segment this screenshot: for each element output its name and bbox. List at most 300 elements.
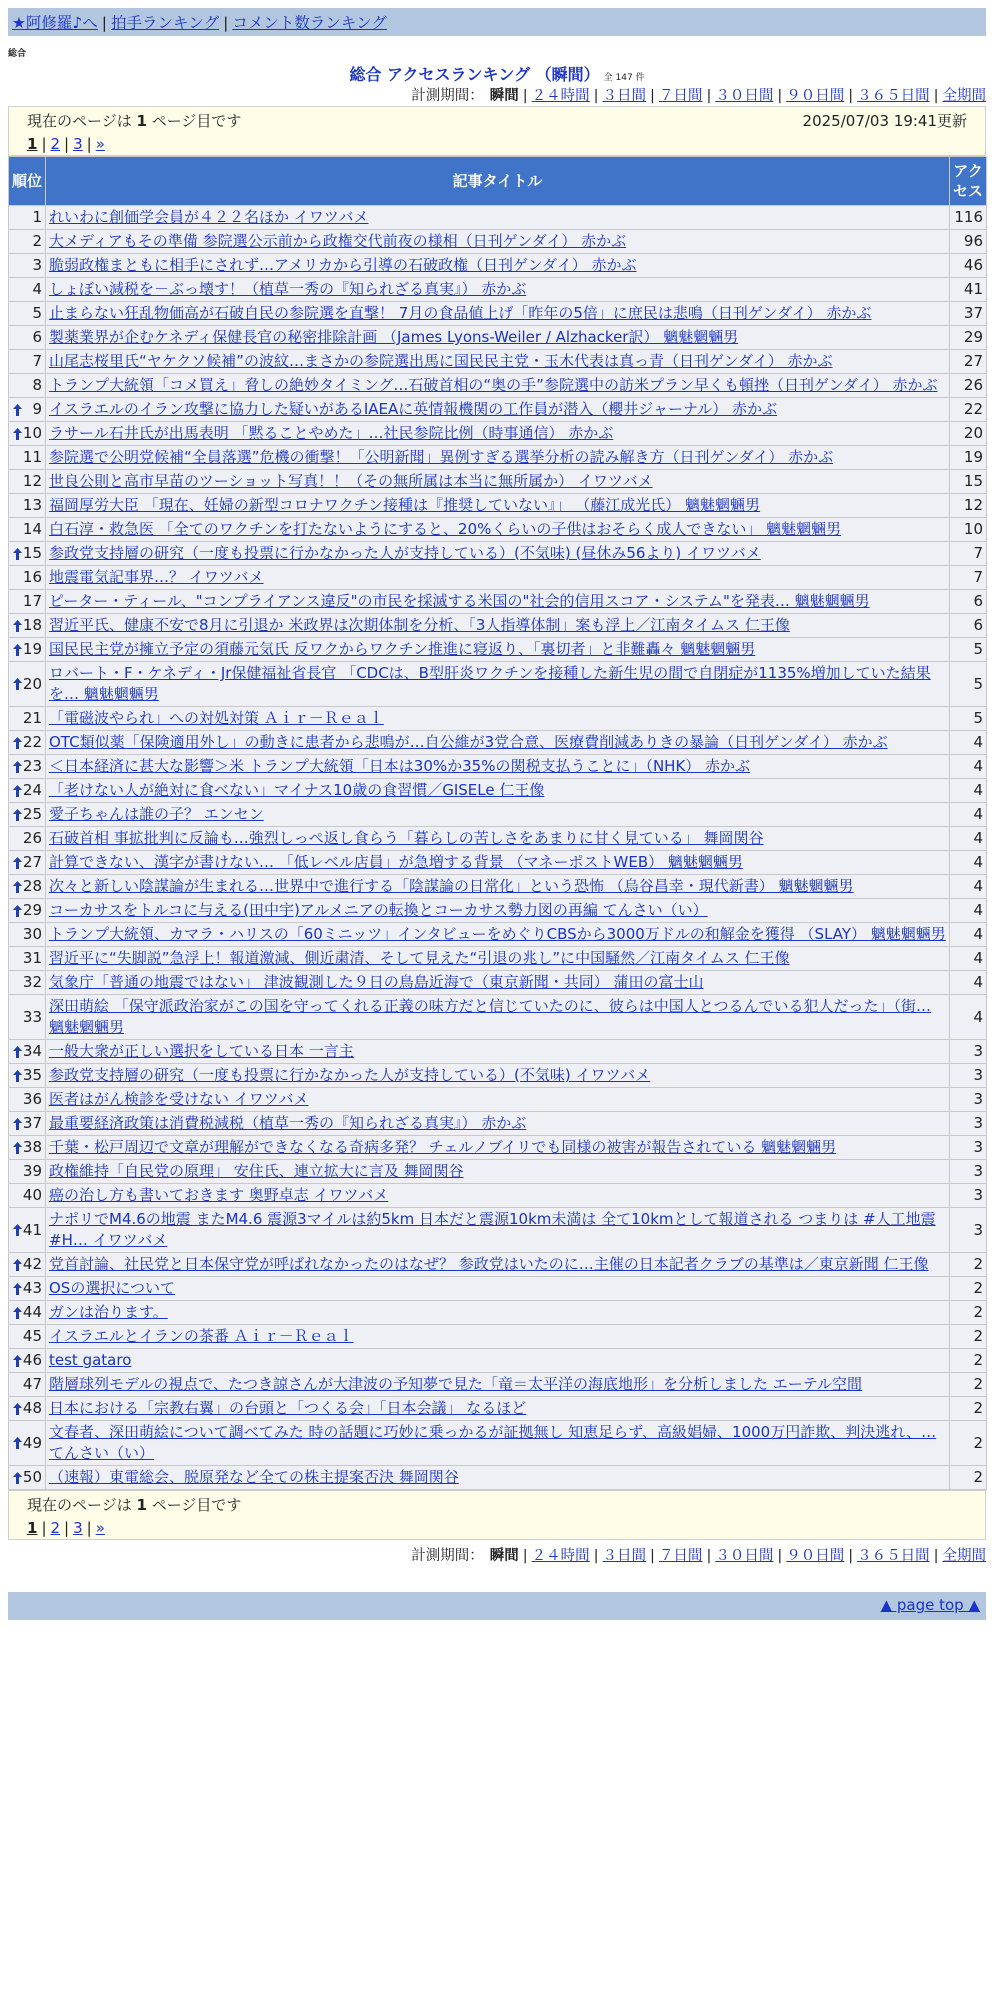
page-link-3[interactable]: 3 bbox=[73, 135, 83, 153]
access-count: 4 bbox=[950, 875, 987, 899]
rank-number: 37 bbox=[22, 1114, 42, 1132]
up-arrow-icon bbox=[13, 881, 22, 893]
article-link[interactable]: 白石淳・救急医 「全てのワクチンを打たないようにすると、20%くらいの子供はおそらく成人できない」 魑魅魍魎男 bbox=[49, 520, 842, 538]
table-row bbox=[9, 1253, 987, 1277]
access-count: 4 bbox=[950, 899, 987, 923]
rank-number: 38 bbox=[22, 1138, 42, 1156]
rank-cell bbox=[9, 1301, 46, 1325]
rank-cell bbox=[9, 1184, 46, 1208]
page-title: 総合 アクセスランキング （瞬間） bbox=[349, 65, 600, 84]
rank-number: 17 bbox=[22, 592, 42, 610]
table-row bbox=[9, 731, 987, 755]
period-link-24h[interactable]: ２４時間 bbox=[531, 88, 590, 104]
rank-cell bbox=[9, 1040, 46, 1064]
access-count: 2 bbox=[950, 1373, 987, 1397]
rank-cell bbox=[9, 350, 46, 374]
period-link-7d[interactable]: ７日間 bbox=[658, 88, 703, 104]
rank-cell bbox=[9, 542, 46, 566]
table-row bbox=[9, 230, 987, 254]
table-row bbox=[9, 1421, 987, 1466]
page-current: 1 bbox=[27, 135, 38, 153]
article-link[interactable]: ＜日本経済に甚大な影響＞米 トランプ大統領「日本は30%か35%の関税支払うことに」（NHK） 赤かぶ bbox=[49, 757, 751, 775]
rank-cell bbox=[9, 638, 46, 662]
article-link[interactable]: 党首討論、社民党と日本保守党が呼ばれなかったのはなぜ？ 参政党はいたのに…主催の日本記者クラブの基準は／東京新聞 仁王像 bbox=[49, 1255, 929, 1273]
period-link-30d[interactable]: ３０日間 bbox=[715, 1548, 774, 1564]
article-link[interactable]: イスラエルのイラン攻撃に協力した疑いがあるIAEAに英情報機関の工作員が潜入（櫻井ジャーナル） 赤かぶ bbox=[49, 400, 777, 418]
title-cell bbox=[46, 1277, 950, 1301]
title-cell bbox=[46, 1112, 950, 1136]
rank-number: 10 bbox=[22, 424, 42, 442]
table-row bbox=[9, 278, 987, 302]
access-count: 19 bbox=[950, 446, 987, 470]
article-link[interactable]: 参政党支持層の研究（一度も投票に行かなかった人が支持している）(不気味) (昼休み56より) イワツバメ bbox=[49, 544, 761, 562]
rank-number: 40 bbox=[22, 1186, 42, 1204]
access-count: 3 bbox=[950, 1160, 987, 1184]
article-link[interactable]: ロバート・F・ケネディ・Jr保健福祉省長官 「CDCは、B型肝炎ワクチンを接種した新生児の間で自閉症が1135%増加していた結果を… 魑魅魍魎男 bbox=[49, 664, 931, 703]
article-link[interactable]: 「老けない人が絶対に食べない」マイナス10歳の食習慣／GISELe 仁王像 bbox=[49, 781, 545, 799]
period-link-90d[interactable]: ９０日間 bbox=[786, 1548, 845, 1564]
access-count: 4 bbox=[950, 755, 987, 779]
rank-cell bbox=[9, 446, 46, 470]
access-count: 3 bbox=[950, 1088, 987, 1112]
article-link[interactable]: ラサール石井氏が出馬表明 「黙ることやめた」…社民参院比例（時事通信） 赤かぶ bbox=[49, 424, 614, 442]
title-cell bbox=[46, 470, 950, 494]
title-cell bbox=[46, 422, 950, 446]
rank-number: 8 bbox=[32, 376, 42, 394]
rank-number: 50 bbox=[22, 1468, 42, 1486]
article-link[interactable]: 止まらない狂乱物価高が石破自民の参院選を直撃！ 7月の食品値上げ「昨年の5倍」に庶民は悲鳴（日刊ゲンダイ） 赤かぶ bbox=[49, 304, 872, 322]
access-count: 20 bbox=[950, 422, 987, 446]
table-row bbox=[9, 494, 987, 518]
rank-cell bbox=[9, 1112, 46, 1136]
table-row bbox=[9, 590, 987, 614]
article-link[interactable]: 一般大衆が正しい選択をしている日本 一言主 bbox=[49, 1042, 354, 1060]
article-link[interactable]: OSの選択について bbox=[49, 1279, 176, 1297]
table-row bbox=[9, 542, 987, 566]
period-link-all[interactable]: 全期間 bbox=[942, 1548, 986, 1564]
access-count: 3 bbox=[950, 1112, 987, 1136]
table-row bbox=[9, 1466, 987, 1490]
table-row bbox=[9, 398, 987, 422]
rank-number: 23 bbox=[22, 757, 42, 775]
rank-cell bbox=[9, 302, 46, 326]
access-count: 29 bbox=[950, 326, 987, 350]
page-current: 1 bbox=[27, 1519, 38, 1537]
access-count: 4 bbox=[950, 803, 987, 827]
title-cell bbox=[46, 1040, 950, 1064]
up-arrow-icon bbox=[13, 1070, 22, 1082]
ranking-body bbox=[9, 206, 987, 1490]
title-header: 記事タイトル bbox=[46, 157, 950, 206]
separator: | bbox=[223, 14, 229, 32]
rank-cell bbox=[9, 398, 46, 422]
rank-number: 20 bbox=[22, 674, 42, 693]
table-row bbox=[9, 827, 987, 851]
article-link[interactable]: ナポリでM4.6の地震 またM4.6 震源3マイルは約5km 日本だと震源10km未満は 全て10kmとして報道される つまりは #人工地震 #H… イワツバメ bbox=[49, 1210, 936, 1249]
rank-number: 24 bbox=[22, 781, 42, 799]
title-cell bbox=[46, 899, 950, 923]
article-link[interactable]: 国民民主党が擁立予定の須藤元気氏 反ワクからワクチン推進に寝返り、「裏切者」と非難轟々 魑魅魍魎男 bbox=[49, 640, 756, 658]
rank-cell bbox=[9, 1064, 46, 1088]
up-arrow-icon bbox=[13, 1118, 22, 1130]
rank-number: 16 bbox=[22, 568, 42, 586]
title-cell bbox=[46, 875, 950, 899]
table-row bbox=[9, 326, 987, 350]
article-link[interactable]: 習近平氏、健康不安で8月に引退か 米政界は次期体制を分析、「3人指導体制」案も浮上／江南タイムス 仁王像 bbox=[49, 616, 790, 634]
article-link[interactable]: れいわに創価学会員が４２２名ほか イワツバメ bbox=[49, 208, 369, 226]
up-arrow-icon bbox=[13, 1283, 22, 1295]
title-cell bbox=[46, 206, 950, 230]
page bbox=[8, 8, 986, 1620]
title-cell bbox=[46, 803, 950, 827]
rank-number: 48 bbox=[22, 1399, 42, 1417]
title-cell bbox=[46, 614, 950, 638]
title-cell bbox=[46, 923, 950, 947]
title-cell bbox=[46, 566, 950, 590]
rank-cell bbox=[9, 614, 46, 638]
rank-number: 18 bbox=[22, 616, 42, 634]
table-row bbox=[9, 1112, 987, 1136]
article-link[interactable]: しょぼい減税を－ぶっ壊す！（植草一秀の『知られざる真実』） 赤かぶ bbox=[49, 280, 527, 298]
access-count: 116 bbox=[950, 206, 987, 230]
period-selector-bottom: 計測期間： 瞬間 | ２４時間 | ３日間 | ７日間 | ３０日間 | ９０日間 | ３６５日間 | 全期間 bbox=[411, 1548, 986, 1564]
article-link[interactable]: 階層球列モデルの視点で、たつき諒さんが大津波の予知夢で見た「竜＝太平洋の海底地形」を分析しました エーテル空間 bbox=[49, 1375, 862, 1393]
rank-cell bbox=[9, 755, 46, 779]
updated-time: 2025/07/03 19:41更新 bbox=[802, 112, 967, 130]
access-count: 4 bbox=[950, 779, 987, 803]
article-link[interactable]: 石破首相 事拡批判に反論も…強烈しっぺ返し食らう「暮らしの苦しさをあまりに甘く見ている」 舞岡関谷 bbox=[49, 829, 764, 847]
title-cell bbox=[46, 494, 950, 518]
page-link-3[interactable]: 3 bbox=[73, 1519, 83, 1537]
table-row bbox=[9, 1373, 987, 1397]
rank-number: 22 bbox=[22, 733, 42, 751]
up-arrow-icon bbox=[13, 428, 22, 440]
access-count: 3 bbox=[950, 1136, 987, 1160]
article-link[interactable]: 千葉・松戸周辺で文章が理解ができなくなる奇病多発？ チェルノブイリでも同様の被害が報告されている 魑魅魍魎男 bbox=[49, 1138, 837, 1156]
access-count: 26 bbox=[950, 374, 987, 398]
rank-number: 14 bbox=[22, 520, 42, 538]
title-cell bbox=[46, 755, 950, 779]
rank-cell bbox=[9, 1373, 46, 1397]
article-link[interactable]: 習近平に“失脚説”急浮上！報道激減、側近粛清、そして見えた“引退の兆し”に中国騒然／江南タイムス 仁王像 bbox=[49, 949, 790, 967]
period-link-90d[interactable]: ９０日間 bbox=[786, 88, 845, 104]
page-link-2[interactable]: 2 bbox=[50, 135, 61, 153]
article-link[interactable]: 愛子ちゃんは誰の子？ エンセン bbox=[49, 805, 264, 823]
top-nav bbox=[8, 8, 986, 36]
title-cell bbox=[46, 1466, 950, 1490]
access-count: 2 bbox=[950, 1421, 987, 1466]
applause-ranking-link[interactable]: 拍手ランキング bbox=[111, 14, 220, 32]
rank-cell bbox=[9, 326, 46, 350]
rank-cell bbox=[9, 779, 46, 803]
article-link[interactable]: 参院選で公明党候補“全員落選”危機の衝撃！「公明新聞」異例すぎる選挙分析の読み解き方（日刊ゲンダイ） 赤かぶ bbox=[49, 448, 834, 466]
title-cell bbox=[46, 1397, 950, 1421]
up-arrow-icon bbox=[13, 761, 22, 773]
title-cell bbox=[46, 851, 950, 875]
title-cell bbox=[46, 1160, 950, 1184]
table-row bbox=[9, 851, 987, 875]
article-link[interactable]: 深田萌絵 「保守派政治家がこの国を守ってくれる正義の味方だと信じていたのに、彼らは中国人とつるんでいる犯人だった」（街… 魑魅魍魎男 bbox=[49, 997, 931, 1036]
article-link[interactable]: 福岡厚労大臣 「現在、妊婦の新型コロナワクチン接種は『推奨していない』」 （藤江成光氏） 魑魅魍魎男 bbox=[49, 496, 761, 514]
rank-number: 43 bbox=[22, 1279, 42, 1297]
title-cell bbox=[46, 518, 950, 542]
article-link[interactable]: test gataro bbox=[49, 1351, 132, 1369]
pager-top: 現在のページは 1 ページ目です 2025/07/03 19:41更新 1 | 2 | 3 | » bbox=[8, 106, 986, 156]
up-arrow-icon bbox=[13, 1355, 22, 1367]
title-cell bbox=[46, 779, 950, 803]
table-row bbox=[9, 1397, 987, 1421]
rank-number: 28 bbox=[22, 877, 42, 895]
title-cell bbox=[46, 590, 950, 614]
table-row bbox=[9, 638, 987, 662]
access-count: 96 bbox=[950, 230, 987, 254]
ranking-heading bbox=[8, 62, 986, 84]
up-arrow-icon bbox=[13, 857, 22, 869]
rank-cell bbox=[9, 374, 46, 398]
rank-cell bbox=[9, 947, 46, 971]
table-row bbox=[9, 374, 987, 398]
rank-number: 30 bbox=[22, 925, 42, 943]
rank-number: 35 bbox=[22, 1066, 42, 1084]
title-cell bbox=[46, 1184, 950, 1208]
rank-cell bbox=[9, 1136, 46, 1160]
access-count: 4 bbox=[950, 947, 987, 971]
rank-number: 3 bbox=[32, 256, 42, 274]
article-link[interactable]: 「電磁波やられ」への対処対策 Ａｉｒ－Ｒｅａｌ bbox=[49, 709, 384, 727]
table-row bbox=[9, 1040, 987, 1064]
rank-number: 2 bbox=[32, 232, 42, 250]
up-arrow-icon bbox=[13, 1472, 22, 1484]
article-link[interactable]: トランプ大統領「コメ買え」脅しの絶妙タイミング…石破首相の“奥の手”参院選中の訪米プラン早くも頓挫（日刊ゲンダイ） 赤かぶ bbox=[49, 376, 938, 394]
table-row bbox=[9, 566, 987, 590]
article-link[interactable]: コーカサスをトルコに与える(田中宇)アルメニアの転換とコーカサス勢力図の再編 てんさい（い） bbox=[49, 901, 708, 919]
rank-cell bbox=[9, 662, 46, 707]
table-row bbox=[9, 1349, 987, 1373]
table-row bbox=[9, 899, 987, 923]
access-count: 41 bbox=[950, 278, 987, 302]
rank-number: 5 bbox=[32, 304, 42, 322]
rank-cell bbox=[9, 254, 46, 278]
up-arrow-icon bbox=[13, 1224, 22, 1236]
access-count: 2 bbox=[950, 1277, 987, 1301]
article-link[interactable]: 参政党支持層の研究（一度も投票に行かなかった人が支持している）(不気味) イワツバメ bbox=[49, 1066, 651, 1084]
table-row bbox=[9, 350, 987, 374]
title-cell bbox=[46, 1373, 950, 1397]
rank-cell bbox=[9, 494, 46, 518]
period-link-365d[interactable]: ３６５日間 bbox=[857, 88, 930, 104]
table-row bbox=[9, 971, 987, 995]
up-arrow-icon bbox=[13, 404, 22, 416]
page-next-link[interactable]: » bbox=[95, 135, 105, 153]
rank-cell bbox=[9, 590, 46, 614]
rank-cell bbox=[9, 230, 46, 254]
article-link[interactable]: 次々と新しい陰謀論が生まれる…世界中で進行する「陰謀論の日常化」という恐怖 （烏谷昌幸・現代新書） 魑魅魍魎男 bbox=[49, 877, 854, 895]
period-link-all[interactable]: 全期間 bbox=[942, 88, 986, 104]
rank-cell bbox=[9, 422, 46, 446]
title-cell bbox=[46, 1064, 950, 1088]
access-count: 5 bbox=[950, 638, 987, 662]
rank-cell bbox=[9, 1088, 46, 1112]
up-arrow-icon bbox=[13, 548, 22, 560]
pager-bottom: 現在のページは 1 ページ目です 1 | 2 | 3 | » bbox=[8, 1490, 986, 1540]
access-count: 4 bbox=[950, 971, 987, 995]
rank-cell bbox=[9, 1325, 46, 1349]
rank-number: 42 bbox=[22, 1255, 42, 1273]
article-link[interactable]: 政権維持「自民党の原理」 安住氏、連立拡大に言及 舞岡関谷 bbox=[49, 1162, 464, 1180]
rank-number: 19 bbox=[22, 640, 42, 658]
rank-number: 4 bbox=[32, 280, 42, 298]
table-row bbox=[9, 1160, 987, 1184]
title-cell bbox=[46, 398, 950, 422]
table-row bbox=[9, 470, 987, 494]
access-count: 6 bbox=[950, 614, 987, 638]
article-link[interactable]: 世良公則と高市早苗のツーショット写真！！（その無所属は本当に無所属か） イワツバメ bbox=[49, 472, 653, 490]
access-count: 4 bbox=[950, 851, 987, 875]
rank-cell bbox=[9, 518, 46, 542]
title-cell bbox=[46, 638, 950, 662]
article-link[interactable]: 文春者、深田萌絵について調べてみた 時の話題に巧妙に乗っかるが証拠無し 知恵足らず、高級娼婦、1000万円詐欺、判決逃れ、… てんさい（い） bbox=[49, 1423, 937, 1462]
rank-cell bbox=[9, 971, 46, 995]
article-link[interactable]: 山尾志桜里氏“ヤケクソ候補”の波紋…まさかの参院選出馬に国民民主党・玉木代表は真っ青（日刊ゲンダイ） 赤かぶ bbox=[49, 352, 833, 370]
article-link[interactable]: 大メディアもその準備 参院選公示前から政権交代前夜の様相（日刊ゲンダイ） 赤かぶ bbox=[49, 232, 627, 250]
rank-number: 49 bbox=[22, 1433, 42, 1452]
article-link[interactable]: 気象庁「普通の地震ではない」 津波観測した９日の鳥島近海で（東京新聞・共同） 蒲田の富士山 bbox=[49, 973, 704, 991]
title-cell bbox=[46, 1136, 950, 1160]
title-cell bbox=[46, 350, 950, 374]
rank-cell bbox=[9, 827, 46, 851]
page-next-link[interactable]: » bbox=[95, 1519, 105, 1537]
rank-cell bbox=[9, 1160, 46, 1184]
period-current: 瞬間 bbox=[489, 1548, 519, 1564]
period-label: 計測期間： bbox=[411, 1548, 484, 1564]
rank-cell bbox=[9, 1397, 46, 1421]
access-count: 2 bbox=[950, 1466, 987, 1490]
period-selector-top: 計測期間： 瞬間 | ２４時間 | ３日間 | ７日間 | ３０日間 | ９０日間 | ３６５日間 | 全期間 bbox=[411, 88, 986, 104]
ranking-table bbox=[8, 156, 987, 1490]
rank-cell bbox=[9, 278, 46, 302]
article-link[interactable]: イスラエルとイランの茶番 Ａｉｒ－Ｒｅａｌ bbox=[49, 1327, 354, 1345]
title-cell bbox=[46, 1301, 950, 1325]
rank-number: 34 bbox=[22, 1042, 42, 1060]
up-arrow-icon bbox=[13, 1403, 22, 1415]
rank-number: 39 bbox=[22, 1162, 42, 1180]
period-link-365d[interactable]: ３６５日間 bbox=[857, 1548, 930, 1564]
table-row bbox=[9, 1325, 987, 1349]
period-link-30d[interactable]: ３０日間 bbox=[715, 88, 774, 104]
total-count: 全 147 件 bbox=[603, 73, 645, 83]
article-link[interactable]: 医者はがん検診を受けない イワツバメ bbox=[49, 1090, 309, 1108]
article-link[interactable]: 脆弱政権まともに相手にされず…アメリカから引導の石破政権（日刊ゲンダイ） 赤かぶ bbox=[49, 256, 637, 274]
access-count: 2 bbox=[950, 1301, 987, 1325]
title-cell bbox=[46, 1088, 950, 1112]
title-cell bbox=[46, 971, 950, 995]
access-count: 3 bbox=[950, 1040, 987, 1064]
access-count: 5 bbox=[950, 707, 987, 731]
comment-ranking-link[interactable]: コメント数ランキング bbox=[232, 14, 387, 32]
article-link[interactable]: ピーター・ティール、"コンプライアンス違反"の市民を採滅する米国の"社会的信用スコア・システム"を発表… 魑魅魍魎男 bbox=[49, 592, 870, 610]
period-link-24h[interactable]: ２４時間 bbox=[531, 1548, 590, 1564]
rank-number: 7 bbox=[32, 352, 42, 370]
title-cell bbox=[46, 995, 950, 1040]
rank-cell bbox=[9, 1349, 46, 1373]
access-count: 7 bbox=[950, 542, 987, 566]
up-arrow-icon bbox=[13, 1046, 22, 1058]
rank-cell bbox=[9, 1208, 46, 1253]
period-link-7d[interactable]: ７日間 bbox=[658, 1548, 703, 1564]
page-top-link[interactable]: ▲ page top ▲ bbox=[880, 1596, 980, 1614]
access-header: アクセス bbox=[950, 157, 987, 206]
title-cell bbox=[46, 662, 950, 707]
rank-number: 31 bbox=[22, 949, 42, 967]
up-arrow-icon bbox=[13, 1307, 22, 1319]
period-link-3d[interactable]: ３日間 bbox=[602, 1548, 647, 1564]
up-arrow-icon bbox=[13, 1437, 22, 1449]
up-arrow-icon bbox=[13, 905, 22, 917]
article-link[interactable]: OTC類似薬「保険適用外し」の動きに患者から悲鳴が…自公維が3党合意、医療費削減ありきの暴論（日刊ゲンダイ） 赤かぶ bbox=[49, 733, 888, 751]
current-page-text: 現在のページは 1 ページ目です bbox=[27, 1496, 242, 1514]
table-row bbox=[9, 755, 987, 779]
title-cell bbox=[46, 374, 950, 398]
access-count: 12 bbox=[950, 494, 987, 518]
period-current: 瞬間 bbox=[489, 88, 519, 104]
table-row bbox=[9, 875, 987, 899]
title-cell bbox=[46, 542, 950, 566]
rank-number: 44 bbox=[22, 1303, 42, 1321]
article-link[interactable]: 製薬業界が企むケネディ保健長官の秘密排除計画 （James Lyons-Weiler / Alzhacker訳） 魑魅魍魎男 bbox=[49, 328, 739, 346]
page-link-2[interactable]: 2 bbox=[50, 1519, 61, 1537]
period-link-3d[interactable]: ３日間 bbox=[602, 88, 647, 104]
article-link[interactable]: トランプ大統領、カマラ・ハリスの「60ミニッツ」インタビューをめぐりCBSから3000万ドルの和解金を獲得 （SLAY） 魑魅魍魎男 bbox=[49, 925, 946, 943]
rank-number: 36 bbox=[22, 1090, 42, 1108]
article-link[interactable]: 日本における「宗教右翼」の台頭と「つくる会」「日本会議」 なるほど bbox=[49, 1399, 527, 1417]
rank-number: 12 bbox=[22, 472, 42, 490]
article-link[interactable]: 計算できない、漢字が書けない… 「低レベル店員」が急増する背景 （マネーポストWEB） 魑魅魍魎男 bbox=[49, 853, 743, 871]
rank-number: 45 bbox=[22, 1327, 42, 1345]
rank-cell bbox=[9, 995, 46, 1040]
article-link[interactable]: ガンは治ります。 bbox=[49, 1303, 168, 1321]
rank-number: 21 bbox=[22, 709, 42, 727]
article-link[interactable]: （速報）東電総会、脱原発など全ての株主提案否決 舞岡関谷 bbox=[49, 1468, 459, 1486]
article-link[interactable]: 最重要経済政策は消費税減税（植草一秀の『知られざる真実』） 赤かぶ bbox=[49, 1114, 527, 1132]
title-cell bbox=[46, 302, 950, 326]
article-link[interactable]: 地震電気記事界…？ イワツバメ bbox=[49, 568, 264, 586]
access-count: 37 bbox=[950, 302, 987, 326]
table-row bbox=[9, 1136, 987, 1160]
access-count: 5 bbox=[950, 662, 987, 707]
rank-number: 6 bbox=[32, 328, 42, 346]
current-page-text: 現在のページは 1 ページ目です bbox=[27, 112, 242, 130]
title-cell bbox=[46, 1208, 950, 1253]
title-cell bbox=[46, 1349, 950, 1373]
access-count: 3 bbox=[950, 1208, 987, 1253]
rank-number: 11 bbox=[22, 448, 42, 466]
table-row bbox=[9, 947, 987, 971]
rank-cell bbox=[9, 875, 46, 899]
title-cell bbox=[46, 827, 950, 851]
rank-cell bbox=[9, 1466, 46, 1490]
access-count: 27 bbox=[950, 350, 987, 374]
article-link[interactable]: 癌の治し方も書いておきます 奥野卓志 イワツバメ bbox=[49, 1186, 389, 1204]
rank-number: 32 bbox=[22, 973, 42, 991]
table-row bbox=[9, 302, 987, 326]
table-row bbox=[9, 1184, 987, 1208]
home-link[interactable]: ★阿修羅♪へ bbox=[12, 14, 98, 32]
rank-cell bbox=[9, 566, 46, 590]
access-count: 3 bbox=[950, 1064, 987, 1088]
rank-number: 25 bbox=[22, 805, 42, 823]
title-cell bbox=[46, 947, 950, 971]
table-row bbox=[9, 803, 987, 827]
